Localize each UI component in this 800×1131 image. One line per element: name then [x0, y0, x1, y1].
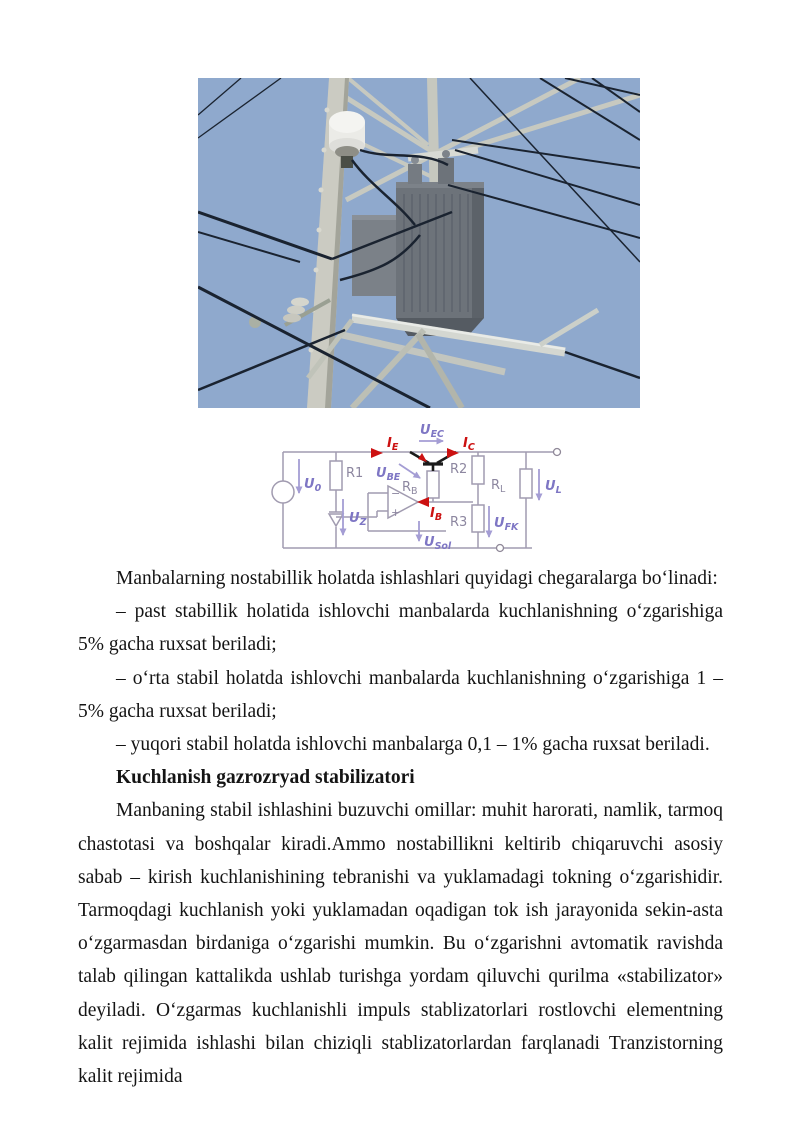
body-text — [78, 562, 723, 1093]
paragraph-low: – past stabillik holatida ishlovchi manbalarda kuchlanishning o‘zgarishiga 5% gacha ruxsat beriladi; — [78, 601, 723, 656]
paragraph-body: Manbaning stabil ishlashini buzuvchi omillar: muhit harorati, namlik, tarmoq chastotasi va boshqalar kiradi.Ammo nostabillikni keltirib chiqaruvchi asosiy sabab – kirish kuchlanishining tebranishi va yuklamadagi tokning o‘zgarishidir. Tarmoqdagi kuchlanish yoki yuklamadan oqadigan tok ish jarayonida sekin-asta o‘zgarmasdan birdaniga o‘zgarishi mumkin. Bu o‘zgarishni avtomatik ravishda talab qilingan kattalikda ushlab turishga yordam qiluvchi qurilma «stabilizator» deyiladi. O‘zgarmas kuchlanishli impuls stablizatorlari rostlovchi elementning kalit rejimida ishlashi bilan chiziqli stablizatorlardan farqlanadi Tranzistorning kalit rejimida — [78, 800, 723, 1088]
paragraph-high: – yuqori stabil holatda ishlovchi manbalarga 0,1 – 1% gacha ruxsat beriladi. — [116, 734, 710, 756]
resistor-rl — [520, 469, 532, 498]
label-r2: R2 — [450, 462, 468, 477]
label-ufk: $U_{FK}$ — [494, 516, 519, 533]
output-terminal-bottom — [497, 545, 504, 552]
paragraph-medium: – o‘rta stabil holatda ishlovchi manbalarda kuchlanishning o‘zgarishiga 1 – 5% gacha ruxsat beriladi; — [78, 667, 723, 722]
voltage-source — [272, 481, 294, 503]
resistor-r1 — [330, 461, 342, 490]
label-ube: $U_{BE}$ — [376, 466, 401, 483]
circuit-wires — [283, 452, 553, 548]
label-uz: $U_Z$ — [349, 511, 367, 528]
resistor-r2 — [472, 456, 484, 484]
resistor-r3 — [472, 505, 484, 532]
paragraph-intro: Manbalarning nostabillik holatda ishlashlari quyidagi chegaralarga bo‘linadi: — [116, 568, 718, 589]
label-r3: R3 — [450, 515, 468, 530]
resistor-rb — [427, 471, 439, 498]
label-usol: $U_{Sol}$ — [424, 535, 452, 552]
section-heading: Kuchlanish gazrozryad stabilizatori — [116, 767, 415, 789]
ib-arrow — [417, 497, 429, 507]
zener-diode — [329, 512, 343, 526]
transformer-photo — [198, 78, 640, 408]
ie-arrow — [371, 448, 383, 458]
stabilizer-circuit-diagram — [265, 415, 575, 565]
opamp-plus-sign: + — [391, 506, 401, 519]
label-ie: $I_E$ — [387, 436, 399, 453]
label-ul: $U_L$ — [545, 479, 562, 496]
label-ic: $I_C$ — [463, 436, 475, 453]
label-rl: $R_L$ — [491, 478, 506, 495]
label-uec: $U_{EC}$ — [420, 423, 445, 440]
label-r1: R1 — [346, 466, 364, 481]
label-ib: $I_B$ — [430, 506, 443, 523]
ic-arrow — [447, 448, 459, 458]
opamp-minus-sign: − — [391, 487, 401, 500]
label-rb: $R_B$ — [402, 480, 418, 497]
output-terminal-top — [554, 449, 561, 456]
label-u0: $U_0$ — [304, 477, 322, 494]
